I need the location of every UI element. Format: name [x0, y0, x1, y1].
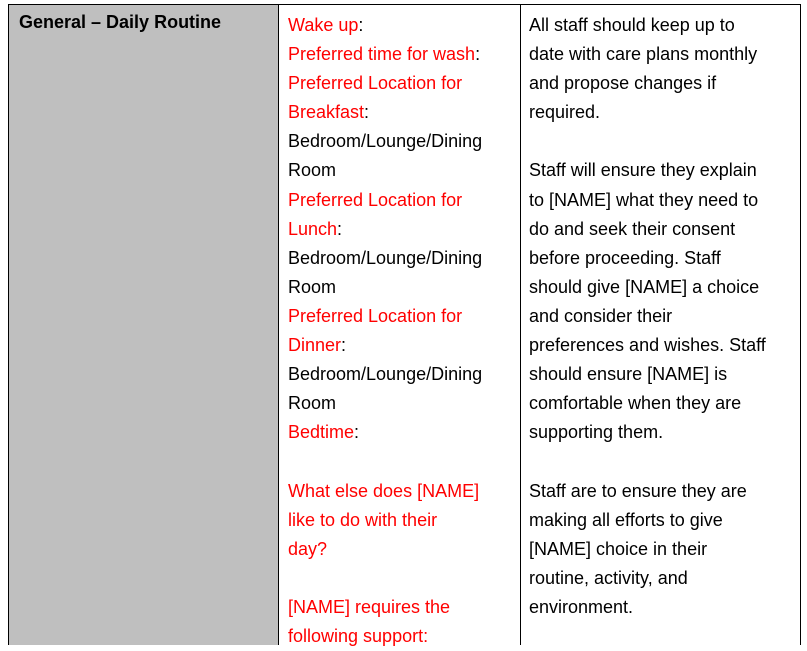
guidance-line: Staff are to ensure they are: [529, 480, 747, 501]
guidance-line: comfortable when they are: [529, 393, 742, 414]
guidance-paragraph-choice: [529, 477, 800, 622]
dinner-prompt-line-2: Dinner:: [288, 335, 347, 356]
prompts-cell: [279, 5, 521, 645]
support-prompt-line-2: following support:: [288, 625, 429, 646]
guidance-paragraph-consent: [529, 156, 800, 447]
care-plan-table: [8, 4, 801, 645]
activities-question-line-3: day?: [288, 538, 328, 559]
guidance-line: All staff should keep up to: [529, 15, 735, 35]
guidance-line: preferences and wishes. Staff: [529, 335, 766, 356]
section-heading: General – Daily Routine: [19, 12, 222, 32]
lunch-prompt-line-2: Lunch:: [288, 218, 343, 239]
guidance-paragraph-care-plans: [529, 11, 800, 127]
guidance-line: before proceeding. Staff: [529, 247, 721, 268]
guidance-line: date with care plans monthly: [529, 44, 758, 65]
lunch-options-line-1: Bedroom/Lounge/Dining: [288, 247, 483, 268]
guidance-line: supporting them.: [529, 422, 664, 443]
breakfast-options-line-1: Bedroom/Lounge/Dining: [288, 131, 483, 152]
spacer: [529, 127, 800, 156]
guidance-line: should give [NAME] a choice: [529, 276, 760, 297]
activities-question-line-2: like to do with their: [288, 509, 438, 530]
bedtime-prompt: Bedtime:: [288, 422, 360, 443]
guidance-line: and consider their: [529, 305, 673, 326]
lunch-prompt-line-1: Preferred Location for: [288, 189, 463, 210]
support-prompt-line-1: [NAME] requires the: [288, 596, 451, 617]
wash-time-prompt: Preferred time for wash:: [288, 44, 481, 65]
guidance-line: to [NAME] what they need to: [529, 189, 759, 210]
spacer: [529, 447, 800, 476]
guidance-line: [NAME] choice in their: [529, 538, 708, 559]
guidance-line: making all efforts to give: [529, 509, 723, 530]
spacer: [288, 447, 520, 476]
dinner-options-line-2: Room: [288, 393, 337, 414]
wake-up-prompt: Wake up:: [288, 15, 364, 35]
guidance-line: and propose changes if: [529, 73, 717, 94]
spacer: [288, 564, 520, 593]
breakfast-prompt-line-1: Preferred Location for: [288, 73, 463, 94]
dinner-options-line-1: Bedroom/Lounge/Dining: [288, 364, 483, 385]
guidance-line: do and seek their consent: [529, 218, 736, 239]
activities-question-line-1: What else does [NAME]: [288, 480, 480, 501]
dinner-prompt-line-1: Preferred Location for: [288, 305, 463, 326]
guidance-line: should ensure [NAME] is: [529, 364, 728, 385]
breakfast-prompt-line-2: Breakfast:: [288, 102, 370, 123]
breakfast-options-line-2: Room: [288, 160, 337, 181]
guidance-line: routine, activity, and: [529, 567, 688, 588]
lunch-options-line-2: Room: [288, 276, 337, 297]
guidance-cell: [521, 5, 801, 645]
guidance-line: required.: [529, 102, 601, 123]
guidance-line: environment.: [529, 596, 634, 617]
section-heading-cell: [9, 5, 279, 645]
guidance-line: Staff will ensure they explain: [529, 160, 757, 181]
